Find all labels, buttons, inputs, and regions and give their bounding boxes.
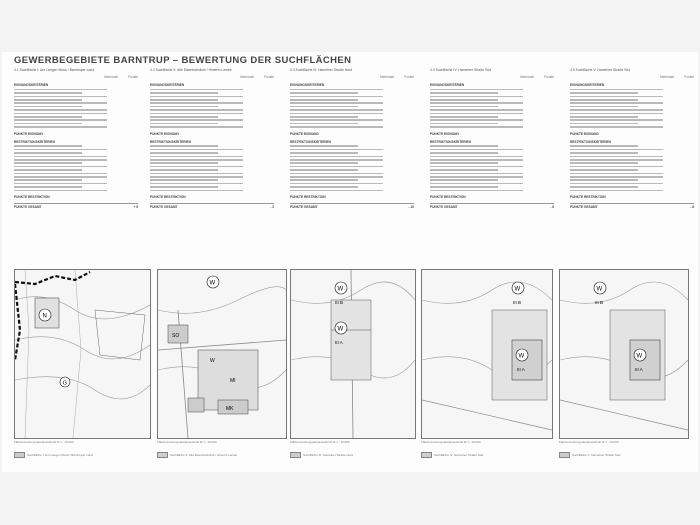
text-line <box>150 89 243 91</box>
section-heading: PUNKTE EIGNUNG <box>150 131 179 136</box>
text-line <box>150 169 218 171</box>
legend-swatch <box>14 452 25 458</box>
text-line <box>570 126 663 128</box>
text-line <box>570 96 663 98</box>
text-line <box>430 149 523 151</box>
text-line <box>290 106 358 108</box>
text-line <box>150 186 218 188</box>
assessment-column-2 <box>150 68 274 268</box>
map-legend <box>290 452 353 458</box>
text-line <box>150 183 243 185</box>
text-line <box>150 152 218 154</box>
section-heading: EIGNUNGSKRITERIEN <box>290 83 325 87</box>
text-line <box>150 190 243 192</box>
text-line <box>430 89 523 91</box>
text-line <box>570 99 638 101</box>
section-heading: RESTRIKTIONSKRITERIEN <box>14 139 55 144</box>
text-line <box>290 159 383 161</box>
text-line <box>14 96 107 98</box>
map-label: N <box>42 313 47 320</box>
text-line <box>290 116 358 118</box>
text-line <box>570 102 663 104</box>
text-line <box>570 190 663 192</box>
text-line <box>150 176 243 178</box>
text-line <box>150 106 218 108</box>
map-label: G <box>62 380 67 387</box>
map-label: III B <box>335 300 344 305</box>
text-line <box>150 92 218 94</box>
text-line <box>570 113 663 115</box>
text-line <box>14 89 107 91</box>
assessment-column-3 <box>290 68 414 268</box>
map-panel-3 <box>290 269 416 439</box>
text-line <box>150 116 218 118</box>
text-line <box>14 116 82 118</box>
text-line <box>14 99 82 101</box>
map-legend <box>421 452 483 458</box>
text-line <box>14 186 82 188</box>
text-line <box>14 126 107 128</box>
text-line <box>290 176 383 178</box>
map-label: MI <box>230 378 236 384</box>
section-heading: PUNKTE RESTRIKTION <box>430 195 466 200</box>
text-line <box>430 102 523 104</box>
assessment-column-1 <box>14 68 138 268</box>
text-line <box>14 109 107 111</box>
map-panel-5 <box>559 269 689 439</box>
column-header: 4.1 Suchfläche I: Am Langen Stück / Barntruper Land <box>14 68 95 72</box>
text-line <box>430 92 498 94</box>
legend-label: Suchfläche I: Am Langen Stück / Barntruper Land <box>27 452 93 457</box>
map-caption: Flächennutzungsplanausschnitt M 1 : 10.000 <box>157 440 217 444</box>
text-line <box>150 102 243 104</box>
map-label: W <box>518 353 525 360</box>
text-line <box>430 166 523 168</box>
text-line <box>150 159 243 161</box>
section-heading: PUNKTE EIGNUNG <box>430 131 459 136</box>
text-line <box>290 126 383 128</box>
text-line <box>570 156 663 158</box>
map-label: W <box>337 286 344 293</box>
section-heading: EIGNUNGSKRITERIEN <box>430 83 465 87</box>
text-line <box>14 123 82 125</box>
map-caption: Flächennutzungsplanausschnitt M 1 : 10.000 <box>421 440 481 444</box>
text-line <box>570 176 663 178</box>
map-label: III B <box>513 300 522 305</box>
text-line <box>290 92 358 94</box>
section-heading: PUNKTE RESTRIKTION <box>290 195 326 200</box>
text-line <box>150 162 218 164</box>
text-line <box>290 123 358 125</box>
text-line <box>150 96 243 98</box>
text-line <box>430 169 498 171</box>
column-subheader: Merkmale Punkte <box>520 75 554 79</box>
map-legend <box>14 452 93 458</box>
legend-swatch <box>559 452 570 458</box>
text-line <box>290 119 383 121</box>
text-line <box>14 113 107 115</box>
map-label: MK <box>226 406 234 412</box>
text-line <box>150 149 243 151</box>
map-label: III A <box>635 367 643 372</box>
total-row: PUNKTE GESAMT + 5 <box>14 205 138 210</box>
text-line <box>14 92 82 94</box>
assessment-column-4 <box>430 68 554 268</box>
text-line <box>570 89 663 91</box>
text-line <box>430 159 523 161</box>
text-line <box>570 119 663 121</box>
text-line <box>14 119 107 121</box>
text-line <box>14 156 107 158</box>
text-line <box>570 145 638 147</box>
text-line <box>430 123 498 125</box>
column-subheader: Merkmale Punkte <box>240 75 274 79</box>
text-line <box>290 162 358 164</box>
map-label: III A <box>517 367 525 372</box>
column-header: 4.2 Suchfläche II: Alte Eisenbahnlinie / Hinterm Lemke <box>150 68 232 72</box>
text-line <box>290 166 383 168</box>
text-line <box>14 176 107 178</box>
map-label: W <box>514 286 521 293</box>
map-label: W <box>596 286 603 293</box>
text-line <box>570 123 638 125</box>
text-line <box>430 145 498 147</box>
section-heading: PUNKTE EIGNUNG <box>14 131 43 136</box>
text-line <box>290 152 358 154</box>
legend-label: Suchfläche IV: Hamelner Straße Süd <box>434 452 484 457</box>
text-line <box>570 92 638 94</box>
text-line <box>570 159 663 161</box>
text-line <box>430 96 523 98</box>
map-caption: Flächennutzungsplanausschnitt M 1 : 10.000 <box>290 440 350 444</box>
text-line <box>430 152 498 154</box>
text-line <box>430 113 523 115</box>
text-line <box>14 179 82 181</box>
text-line <box>290 113 383 115</box>
text-line <box>14 173 107 175</box>
text-line <box>430 109 523 111</box>
text-line <box>150 119 243 121</box>
map-caption: Flächennutzungsplanausschnitt M 1 : 10.000 <box>14 440 74 444</box>
map-panel-2 <box>157 269 287 439</box>
text-line <box>570 179 638 181</box>
text-line <box>150 126 243 128</box>
text-line <box>290 186 358 188</box>
text-line <box>14 169 82 171</box>
text-line <box>14 159 107 161</box>
text-line <box>430 190 523 192</box>
legend-label: Suchfläche V: Hamelner Straße Süd <box>572 452 621 457</box>
text-line <box>430 186 498 188</box>
text-line <box>150 99 218 101</box>
section-heading: RESTRIKTIONSKRITERIEN <box>570 139 611 144</box>
map-panel-1 <box>14 269 151 439</box>
text-line <box>570 152 638 154</box>
section-heading: RESTRIKTIONSKRITERIEN <box>290 139 331 144</box>
text-line <box>150 145 218 147</box>
column-header: 4.4 Suchfläche IV: Hamelner Straße Süd <box>430 68 492 72</box>
legend-label: Suchfläche II: Alte Eisenbahnlinie / Hinterm Lemke <box>170 452 238 457</box>
legend-swatch <box>157 452 168 458</box>
section-heading: PUNKTE RESTRIKTION <box>570 195 606 200</box>
text-line <box>570 116 638 118</box>
map-label: III B <box>595 300 604 305</box>
section-heading: EIGNUNGSKRITERIEN <box>570 83 605 87</box>
text-line <box>290 183 383 185</box>
text-line <box>150 173 243 175</box>
text-line <box>570 173 663 175</box>
text-line <box>290 149 383 151</box>
text-line <box>570 166 663 168</box>
legend-swatch <box>421 452 432 458</box>
text-line <box>150 123 218 125</box>
section-heading: RESTRIKTIONSKRITERIEN <box>150 139 191 144</box>
text-line <box>290 102 383 104</box>
text-line <box>14 102 107 104</box>
total-row: PUNKTE GESAMT - 8 <box>570 205 694 210</box>
section-heading: EIGNUNGSKRITERIEN <box>150 83 185 87</box>
text-line <box>290 190 383 192</box>
text-line <box>290 173 383 175</box>
map-label: W <box>636 353 643 360</box>
text-line <box>290 179 358 181</box>
text-line <box>150 179 218 181</box>
text-line <box>150 113 243 115</box>
text-line <box>14 166 107 168</box>
column-header: 4.3 Suchfläche III: Hamelner Straße Nord <box>290 68 353 72</box>
text-line <box>430 183 523 185</box>
assessment-column-5 <box>570 68 694 268</box>
map-panel-4 <box>421 269 553 439</box>
text-line <box>570 186 638 188</box>
text-line <box>430 126 523 128</box>
text-line <box>14 152 82 154</box>
text-line <box>570 109 663 111</box>
document-title: GEWERBEGEBIETE BARNTRUP – BEWERTUNG DER SUCHFLÄCHEN <box>14 55 352 66</box>
text-line <box>430 162 498 164</box>
total-row: PUNKTE GESAMT - 3 <box>150 205 274 210</box>
text-line <box>430 179 498 181</box>
text-line <box>290 99 358 101</box>
map-label: W <box>337 326 344 333</box>
section-heading: PUNKTE RESTRIKTION <box>14 195 50 200</box>
text-line <box>430 106 498 108</box>
text-line <box>150 156 243 158</box>
total-row: PUNKTE GESAMT - 8 <box>430 205 554 210</box>
text-line <box>430 176 523 178</box>
text-line <box>290 96 383 98</box>
text-line <box>570 106 638 108</box>
legend-swatch <box>290 452 301 458</box>
text-line <box>570 169 638 171</box>
text-line <box>14 145 82 147</box>
text-line <box>14 183 107 185</box>
map-label: W <box>210 358 215 364</box>
text-line <box>290 169 358 171</box>
column-subheader: Merkmale Punkte <box>104 75 138 79</box>
text-line <box>14 162 82 164</box>
text-line <box>430 119 523 121</box>
text-line <box>430 116 498 118</box>
map-caption: Flächennutzungsplanausschnitt M 1 : 10.000 <box>559 440 619 444</box>
text-line <box>430 156 523 158</box>
text-line <box>290 109 383 111</box>
legend-label: Suchfläche III: Hamelner Straße Nord <box>303 452 354 457</box>
text-line <box>290 145 358 147</box>
text-line <box>570 183 663 185</box>
text-line <box>570 149 663 151</box>
text-line <box>14 190 107 192</box>
column-subheader: Merkmale Punkte <box>380 75 414 79</box>
map-label: III A <box>335 340 343 345</box>
text-line <box>14 149 107 151</box>
map-label: SO <box>172 333 180 339</box>
section-heading: PUNKTE EIGNUNG <box>290 131 319 136</box>
text-line <box>430 99 498 101</box>
text-line <box>150 166 243 168</box>
text-line <box>14 106 82 108</box>
text-line <box>570 162 638 164</box>
text-line <box>150 109 243 111</box>
total-row: PUNKTE GESAMT - 10 <box>290 205 414 210</box>
text-line <box>430 173 523 175</box>
map-label: W <box>209 280 216 287</box>
map-legend <box>157 452 237 458</box>
section-heading: EIGNUNGSKRITERIEN <box>14 83 49 87</box>
section-heading: PUNKTE RESTRIKTION <box>150 195 186 200</box>
map-legend <box>559 452 620 458</box>
text-line <box>290 156 383 158</box>
section-heading: RESTRIKTIONSKRITERIEN <box>430 139 471 144</box>
section-heading: PUNKTE EIGNUNG <box>570 131 599 136</box>
column-subheader: Merkmale Punkte <box>660 75 694 79</box>
text-line <box>290 89 383 91</box>
column-header: 4.5 Suchfläche V: Hamelner Straße Süd <box>570 68 631 72</box>
